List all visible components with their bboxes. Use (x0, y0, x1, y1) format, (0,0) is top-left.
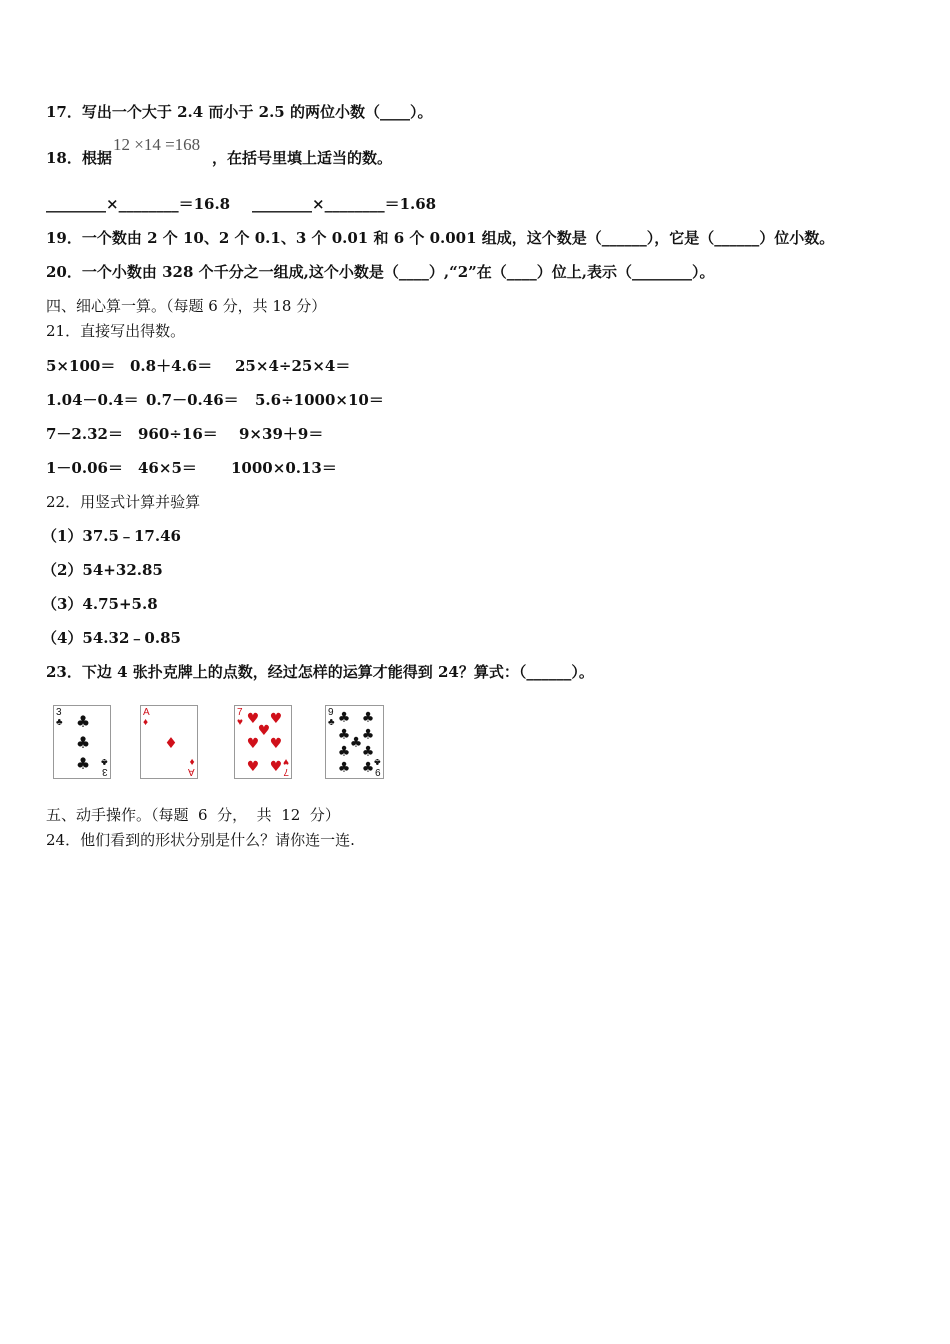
q21-row4-b: 46×5＝ (138, 459, 197, 477)
question-21-title: 21．直接写出得数。 (46, 322, 186, 340)
q21-row2-a: 1.04－0.4＝ (46, 391, 139, 409)
card-rank: 3 ♣ (56, 707, 63, 728)
card-7-hearts (234, 705, 292, 779)
card-3-clubs (53, 705, 111, 779)
card-rank: 9 ♣ (374, 756, 381, 777)
question-19: 19．一个数由 2 个 10、2 个 0.1、3 个 0.01 和 6 个 0.001 组成，这个数是（______），它是（______）位小数。 (46, 229, 835, 247)
question-20: 20．一个小数由 328 个千分之一组成,这个小数是（____）,“2”在（____）位上,表示（________）。 (46, 263, 715, 281)
club-icon: ♣ (337, 760, 351, 776)
heart-icon: ♥ (246, 736, 260, 752)
heart-icon: ♥ (269, 759, 283, 775)
card-ace-diamonds (140, 705, 198, 779)
q21-row2-c: 5.6÷1000×10＝ (255, 391, 384, 409)
diamond-icon: ♦ (164, 734, 178, 752)
heart-icon: ♥ (246, 711, 260, 727)
q22-item-4: （4）54.32﹣0.85 (42, 629, 181, 647)
question-18-suffix: ，在括号里填上适当的数。 (212, 149, 393, 167)
section-4-heading: 四、细心算一算。（每题 6 分，共 18 分） (46, 297, 327, 315)
card-rank: A ♦ (143, 707, 150, 728)
card-rank: A ♦ (188, 756, 195, 777)
club-icon: ♣ (75, 754, 91, 773)
club-icon: ♣ (75, 733, 91, 752)
q22-item-3: （3）4.75+5.8 (42, 595, 158, 613)
q22-item-2: （2）54+32.85 (42, 561, 163, 579)
question-17: 17．写出一个大于 2.4 而小于 2.5 的两位小数（____）。 (46, 103, 433, 121)
q21-row2-b: 0.7－0.46＝ (146, 391, 239, 409)
card-rank: 7 ♥ (237, 707, 243, 728)
question-18-prefix: 18．根据 (46, 149, 112, 167)
question-23: 23．下边 4 张扑克牌上的点数，经过怎样的运算才能得到 24？算式：（______）。 (46, 663, 594, 681)
q21-row3-b: 960÷16＝ (138, 425, 218, 443)
q21-row4-a: 1－0.06＝ (46, 459, 123, 477)
question-18-formula: 12 ×14 =168 (113, 135, 201, 154)
q21-row3-a: 7－2.32＝ (46, 425, 123, 443)
question-18-eq1: ________×________＝16.8 (46, 195, 231, 213)
heart-icon: ♥ (246, 759, 260, 775)
q21-row3-c: 9×39＋9＝ (239, 425, 324, 443)
club-icon: ♣ (361, 760, 375, 776)
card-rank: 9 ♣ (328, 707, 335, 728)
card-rank: 3 ♣ (101, 756, 108, 777)
club-icon: ♣ (337, 744, 351, 760)
club-icon: ♣ (337, 710, 351, 726)
club-icon: ♣ (361, 744, 375, 760)
club-icon: ♣ (337, 727, 351, 743)
club-icon: ♣ (361, 727, 375, 743)
q22-item-1: （1）37.5﹣17.46 (42, 527, 181, 545)
question-24: 24．他们看到的形状分别是什么？请你连一连. (46, 831, 355, 849)
q21-row1-a: 5×100＝ (46, 357, 116, 375)
card-9-clubs (325, 705, 384, 779)
heart-icon: ♥ (269, 736, 283, 752)
heart-icon: ♥ (269, 711, 283, 727)
section-5-heading: 五、动手操作。（每题 6 分， 共 12 分） (46, 806, 340, 824)
question-18-eq2: ________×________＝1.68 (252, 195, 437, 213)
card-rank: 7 ♥ (283, 756, 289, 777)
question-22-title: 22．用竖式计算并验算 (46, 493, 201, 511)
club-icon: ♣ (349, 735, 363, 751)
q21-row1-b: 0.8＋4.6＝ (130, 357, 213, 375)
q21-row4-c: 1000×0.13＝ (231, 459, 337, 477)
club-icon: ♣ (361, 710, 375, 726)
q21-row1-c: 25×4÷25×4＝ (235, 357, 351, 375)
club-icon: ♣ (75, 712, 91, 731)
heart-icon: ♥ (257, 723, 271, 739)
